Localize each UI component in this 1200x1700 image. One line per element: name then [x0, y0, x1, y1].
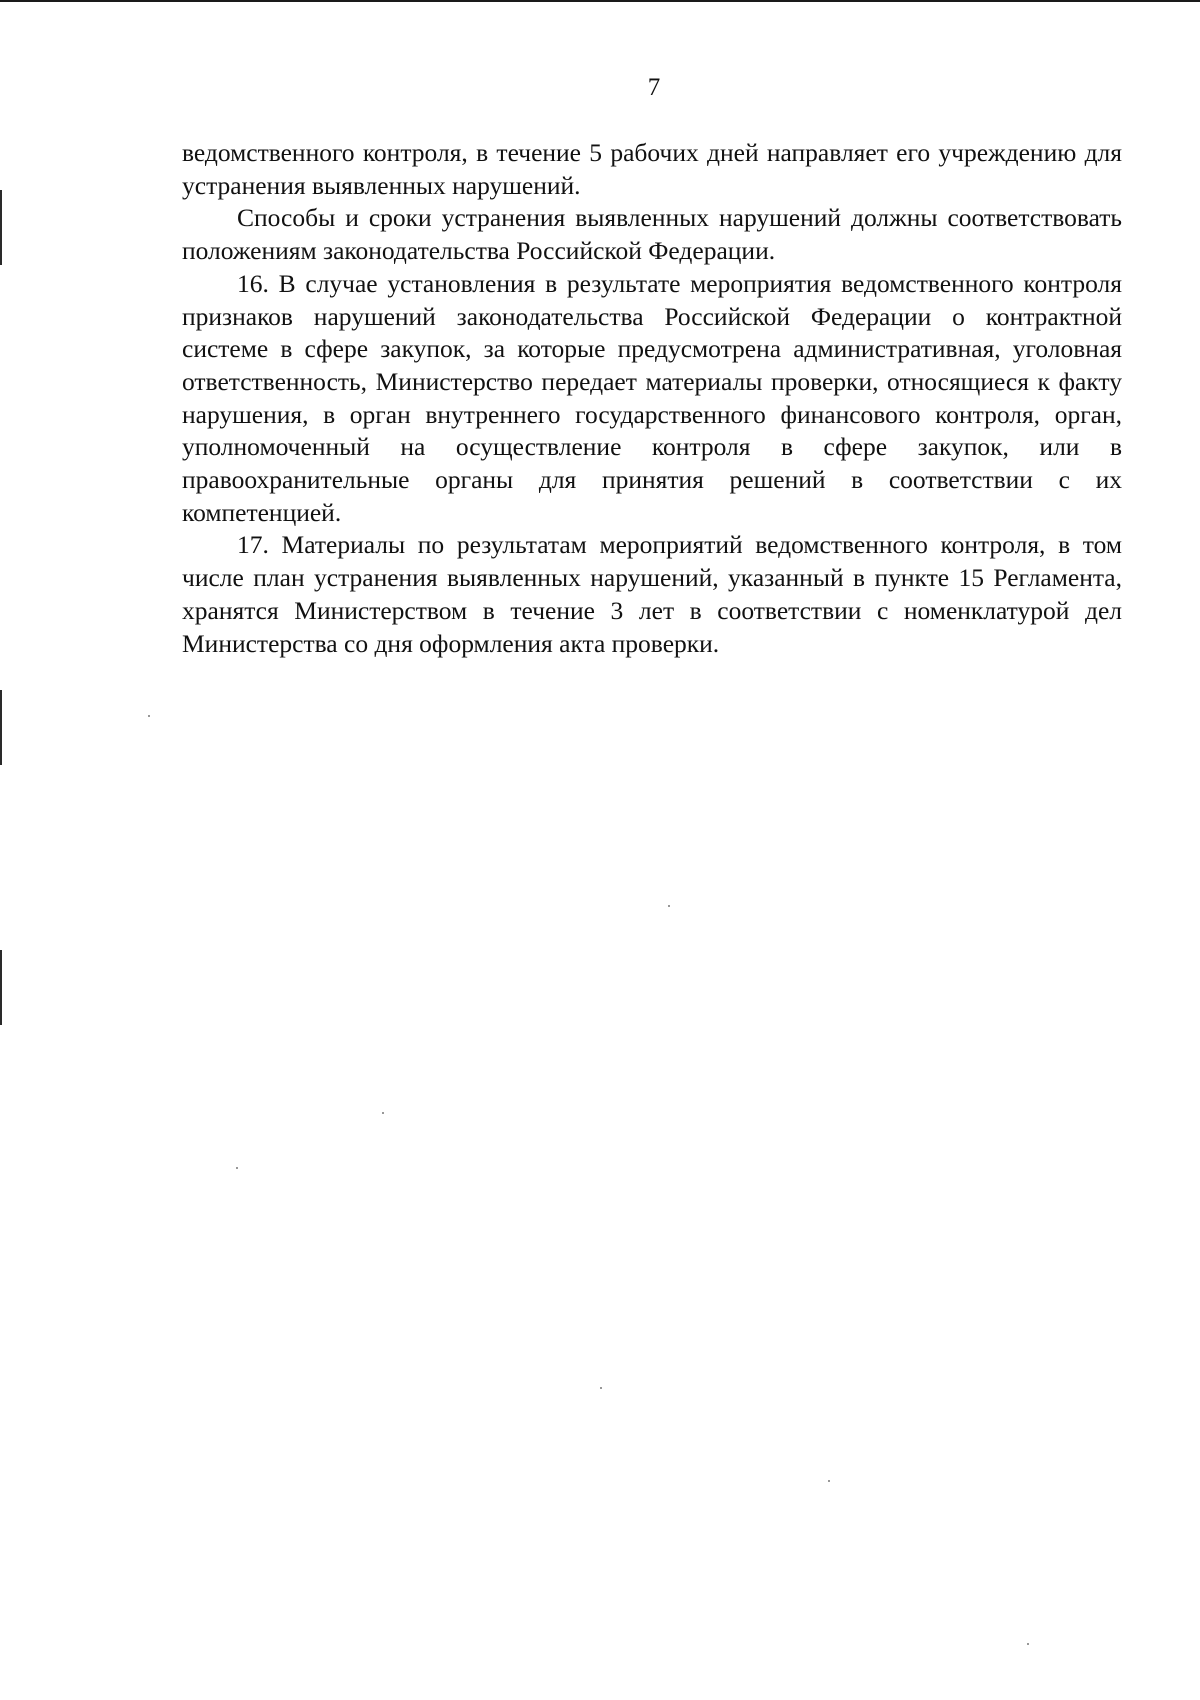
scan-left-edge-mark	[0, 690, 2, 765]
scan-top-edge-line	[0, 0, 1200, 2]
scan-speck	[668, 905, 670, 907]
scan-speck	[382, 1112, 384, 1114]
paragraph-17: 17. Материалы по результатам мероприятий ведомственного контроля, в том числе план устранения выявленных нарушений, указанный в пункте 15 Регламента, хранятся Министерством в течение 3 лет в соответствии с номенклатурой дел Министерства со дня оформления акта проверки.	[182, 530, 1122, 658]
scan-speck	[828, 1480, 830, 1482]
paragraph-16: 16. В случае установления в результате мероприятия ведомственного контроля признаков нарушений законодательства Российской Федерации о контрактной системе в сфере закупок, за которые предусмотрена административная, уголовная ответственность, Министерство передает материалы проверки, относящиеся к факту нарушения, в орган внутреннего государственного финансового контроля, орган, уполномоченный на осуществление контроля в сфере закупок, или в правоохранительные органы для принятия решений в соответствии с их компетенцией.	[182, 268, 1122, 527]
scan-speck	[236, 1167, 238, 1169]
scan-speck	[148, 715, 150, 717]
scan-left-edge-mark	[0, 950, 2, 1025]
paragraph-continuation: ведомственного контроля, в течение 5 рабочих дней направляет его учреждению для устранения выявленных нарушений.	[182, 138, 1122, 200]
document-body	[182, 137, 1122, 660]
scan-left-edge-mark	[0, 190, 2, 265]
scan-speck	[1027, 1643, 1029, 1645]
scan-speck	[600, 1387, 602, 1389]
page-number: 7	[647, 74, 661, 101]
paragraph-remediation-methods: Способы и сроки устранения выявленных нарушений должны соответствовать положениям законодательства Российской Федерации.	[182, 203, 1122, 266]
